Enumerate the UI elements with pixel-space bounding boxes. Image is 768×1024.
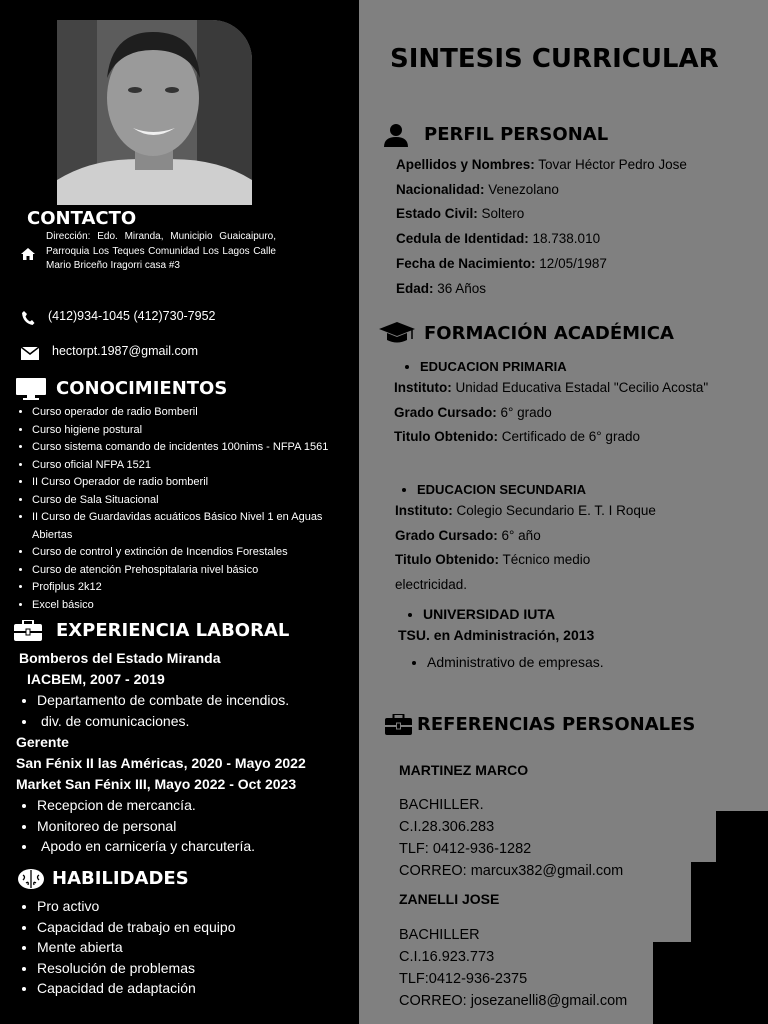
secondary-degree: Titulo Obtenido: Técnico medio electricidad. [395, 552, 591, 592]
profile-heading: PERFIL PERSONAL [424, 124, 609, 145]
job2-employer1: San Fénix II las Américas, 2020 - Mayo 2022 [16, 755, 306, 771]
skills-heading: HABILIDADES [52, 868, 189, 889]
person-icon [383, 123, 409, 147]
experience-heading: EXPERIENCIA LABORAL [56, 620, 290, 641]
list-item: • Capacidad de adaptación [37, 978, 356, 999]
job2-employer2: Market San Fénix III, Mayo 2022 - Oct 2023 [16, 776, 297, 792]
contact-heading: CONTACTO [27, 208, 137, 229]
ref1-title: BACHILLER. [399, 797, 484, 813]
list-item: • Apodo en carnicería y charcutería. [37, 836, 356, 857]
profile-row: Fecha de Nacimiento: 12/05/1987 [396, 255, 607, 271]
ref2-name: ZANELLI JOSE [399, 891, 500, 907]
ref2-phone: TLF:0412-936-2375 [399, 971, 528, 987]
job2-duties [0, 795, 356, 857]
ref1-name: MARTINEZ MARCO [399, 762, 529, 778]
secondary-institute: Instituto: Colegio Secundario E. T. I Roque [395, 503, 656, 518]
ref1-id: C.I.28.306.283 [399, 819, 495, 835]
decorative-step [653, 942, 768, 1024]
list-item: • Curso de Sala Situacional [32, 492, 356, 510]
ref1-phone: TLF: 0412-936-1282 [399, 841, 532, 857]
secondary-title: • EDUCACION SECUNDARIA [417, 481, 764, 499]
ref2-title: BACHILLER [399, 927, 480, 943]
list-item: • Excel básico [32, 597, 356, 615]
ref2-id: C.I.16.923.773 [399, 949, 495, 965]
right-column [359, 0, 768, 1024]
graduation-cap-icon [379, 321, 415, 345]
ref1-details [399, 794, 623, 882]
list-item: • Resolución de problemas [37, 958, 356, 979]
primary-title: • EDUCACION PRIMARIA [420, 358, 764, 376]
education-heading: FORMACIÓN ACADÉMICA [424, 323, 674, 344]
secondary-title-list [359, 481, 764, 499]
mail-icon [21, 347, 39, 360]
list-item: • Capacidad de trabajo en equipo [37, 917, 356, 938]
job2-role: Gerente [16, 734, 69, 750]
primary-details [394, 376, 724, 450]
references-heading: REFERENCIAS PERSONALES [417, 714, 696, 735]
profile-row: Nacionalidad: Venezolano [396, 181, 559, 197]
list-item: • Curso sistema comando de incidentes 100nims - NFPA 1561 [32, 439, 356, 457]
left-column [0, 0, 359, 1024]
list-item: • Administrativo de empresas. [427, 653, 764, 672]
contact-email: hectorpt.1987@gmail.com [52, 344, 199, 358]
list-item: • Curso oficial NFPA 1521 [32, 457, 356, 475]
contact-phone: (412)934-1045 (412)730-7952 [48, 309, 216, 323]
list-item: • Monitoreo de personal [37, 816, 356, 837]
ref1-email: CORREO: marcux382@gmail.com [399, 863, 624, 879]
job1-duties [0, 690, 356, 731]
list-item: • II Curso Operador de radio bomberil [32, 474, 356, 492]
skills-list [0, 896, 356, 999]
university-degree: TSU. en Administración, 2013 [398, 627, 595, 643]
list-item: • Curso higiene postural [32, 422, 356, 440]
list-item: • div. de comunicaciones. [37, 711, 356, 732]
ref2-details [399, 924, 627, 1012]
profile-rows [396, 153, 687, 301]
profile-row: Edad: 36 Años [396, 280, 487, 296]
list-item: • Departamento de combate de incendios. [37, 690, 356, 711]
monitor-icon [16, 378, 46, 400]
university-title-list [359, 605, 764, 624]
secondary-grade: Grado Cursado: 6° año [395, 527, 541, 543]
knowledge-heading: CONOCIMIENTOS [56, 378, 228, 399]
list-item: • Mente abierta [37, 937, 356, 958]
primary-institute: Instituto: Unidad Educativa Estadal "Cecilio Acosta" [394, 380, 709, 395]
primary-degree: Titulo Obtenido: Certificado de 6° grado [394, 429, 640, 444]
job1-period: IACBEM, 2007 - 2019 [27, 671, 165, 687]
list-item: • Curso de atención Prehospitalaria nivel básico [32, 562, 356, 580]
list-item: • Pro activo [37, 896, 356, 917]
ref2-email: CORREO: josezanelli8@gmail.com [399, 993, 628, 1009]
contact-address: Dirección: Edo. Miranda, Municipio Guaicaipuro, Parroquia Los Teques Comunidad Los Lagos Calle Mario Briceño Iragorri casa #3 [46, 231, 276, 271]
list-item: • Curso operador de radio Bomberil [32, 404, 356, 422]
job1-employer: Bomberos del Estado Miranda [19, 650, 221, 666]
brain-icon [17, 868, 45, 890]
profile-row: Apellidos y Nombres: Tovar Héctor Pedro Jose [396, 157, 687, 172]
list-item: • Profiplus 2k12 [32, 579, 356, 597]
primary-grade: Grado Cursado: 6° grado [394, 404, 552, 420]
phone-icon [21, 310, 35, 326]
secondary-details [395, 499, 705, 597]
profile-row: Estado Civil: Soltero [396, 206, 525, 222]
profile-photo [57, 20, 252, 205]
university-items [359, 653, 764, 672]
briefcase-icon [385, 714, 412, 735]
list-item: • Recepcion de mercancía. [37, 795, 356, 816]
knowledge-list [0, 404, 356, 614]
page-title: SINTESIS CURRICULAR [390, 44, 719, 74]
university-title: • UNIVERSIDAD IUTA [423, 605, 764, 624]
list-item: • II Curso de Guardavidas acuáticos Básico Nivel 1 en Aguas Abiertas [32, 509, 356, 544]
briefcase-icon [14, 620, 42, 641]
home-icon [20, 246, 36, 262]
primary-title-list [359, 358, 764, 376]
profile-row: Cedula de Identidad: 18.738.010 [396, 231, 601, 247]
list-item: • Curso de control y extinción de Incendios Forestales [32, 544, 356, 562]
